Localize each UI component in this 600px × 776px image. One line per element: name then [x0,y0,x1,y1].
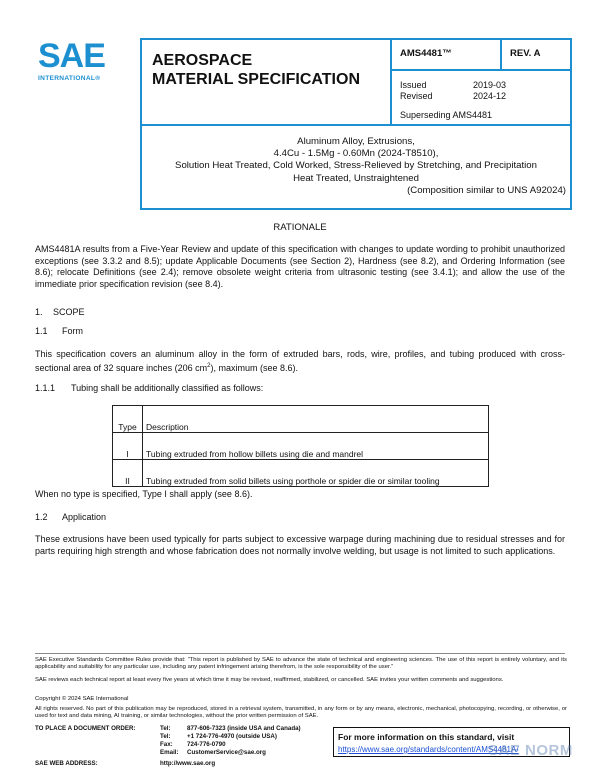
form-text-a: This specification covers an aluminum alloy in the form of extruded bars, rods, wire, profiles, and tubing produced with cross-sectional area of 32 square inches (206 cm [35,349,565,373]
tubing-text: Tubing shall be additionally classified as follows: [71,383,264,393]
table-header-cell: Description [143,406,489,433]
form-text-b: ), maximum (see 8.6). [210,362,298,373]
footer-rules: SAE Executive Standards Committee Rules provide that: “This report is published by SAE to advance the state of technical and engineering sciences. The use of this report is entirely voluntary, and its applicability and suitability for any particular use, including any patent infringement arising therefrom, is the sole responsibility of the user.” [35,657,567,671]
composition-note: (Composition similar to UNS A92024) [407,184,566,196]
subsection-title: Application [62,512,107,522]
table-header-row [113,406,489,433]
desc-line: Solution Heat Treated, Cold Worked, Stress-Relieved by Stretching, and Precipitation [175,160,537,172]
doc-number: AMS4481™ [400,48,452,59]
application-text: These extrusions have been used typically for parts subject to excessive warpage during machining due to residual stresses and for parts requiring high strength and whose fabrication does not normally involve welding, but usage is not limited to such applications. [35,534,565,556]
order-label: TO PLACE A DOCUMENT ORDER: [35,725,136,732]
footer-divider [35,653,565,654]
section-title: SCOPE [53,307,85,317]
sae-logo [38,38,120,86]
table-cell: I [113,433,143,460]
footer-rights: All rights reserved. No part of this publication may be reproduced, stored in a retrieval system, transmitted, in any form or by any means, electronic, mechanical, photocopying, recording, or otherwise, or used for text and data mining, AI training, or similar technologies, without the prior written permission of SAE. [35,706,567,720]
subsection-number: 1.1 [35,326,48,336]
info-title: For more information on this standard, visit [338,732,515,742]
issued-label: Issued [400,80,427,90]
fax-label: Fax: [160,741,173,748]
logo-letters: SAE [38,37,105,75]
doc-type-line1: AEROSPACE [152,52,253,69]
rationale-heading: RATIONALE [273,222,327,233]
table-cell: Tubing extruded from hollow billets using die and mandrel [143,433,489,460]
header-box [140,38,572,210]
table-header-cell: Type [113,406,143,433]
email-label: Email: [160,749,179,756]
subsection-number: 1.1.1 [35,383,56,393]
superseding-note: Superseding AMS4481 [400,110,493,120]
tel-outside: +1 724-776-4970 (outside USA) [187,733,277,740]
table-cell: II [113,460,143,487]
footer-copyright: Copyright © 2024 SAE International [35,696,129,702]
logo-subtitle: INTERNATIONAL® [38,75,101,82]
web-label: SAE WEB ADDRESS: [35,760,98,767]
footer-review: SAE reviews each technical report at least every five years at which time it may be revised, reaffirmed, stabilized, or cancelled. SAE invites your written comments and suggestions. [35,677,504,683]
revision-label: REV. A [510,48,541,59]
tel-label: Tel: [160,725,171,732]
default-type-note: When no type is specified, Type I shall apply (see 8.6). [35,489,253,499]
table-row [113,460,489,487]
table-row [113,433,489,460]
fax-number: 724-776-0790 [187,741,226,748]
watermark: SAE NORM [488,742,573,759]
spec-description [146,136,566,197]
form-text [35,349,565,374]
tel-inside: 877-606-7323 (inside USA and Canada) [187,725,301,732]
subsection-title: Form [62,326,83,336]
info-link[interactable]: https://www.sae.org/standards/content/AMS4481A/ [338,745,519,754]
revised-date: 2024-12 [473,91,507,101]
web-address[interactable]: http://www.sae.org [160,760,216,767]
tubing-type-table [112,405,489,487]
desc-line: Heat Treated, Unstraightened [293,172,419,184]
table-cell: Tubing extruded from solid billets using porthole or spider die or similar tooling [143,460,489,487]
form-text-sup: 2 [207,362,211,369]
doc-type-line2: MATERIAL SPECIFICATION [152,71,360,88]
rationale-text: AMS4481A results from a Five-Year Review and update of this specification with changes to update wording to prohibit unauthorized exceptions (see 3.3.2 and 8.5); update Applicable Documents (see Section 2), Hardness (see 8.2), and Ordering Information (see 8.6); relocate Definitions (see 2.4); remove obsolete weight criteria from ultrasonic testing (see 3.4.1); and allow the use of the immediate prior specification revision (see 8.4). [35,244,565,289]
revised-label: Revised [400,91,433,101]
email-address[interactable]: CustomerService@sae.org [187,749,266,756]
tel-label: Tel: [160,733,171,740]
issued-date: 2019-03 [473,80,507,90]
section-number: 1. [35,307,43,317]
desc-line: Aluminum Alloy, Extrusions, [297,136,415,147]
subsection-number: 1.2 [35,512,48,522]
desc-line: 4.4Cu - 1.5Mg - 0.60Mn (2024-T8510), [273,148,439,160]
